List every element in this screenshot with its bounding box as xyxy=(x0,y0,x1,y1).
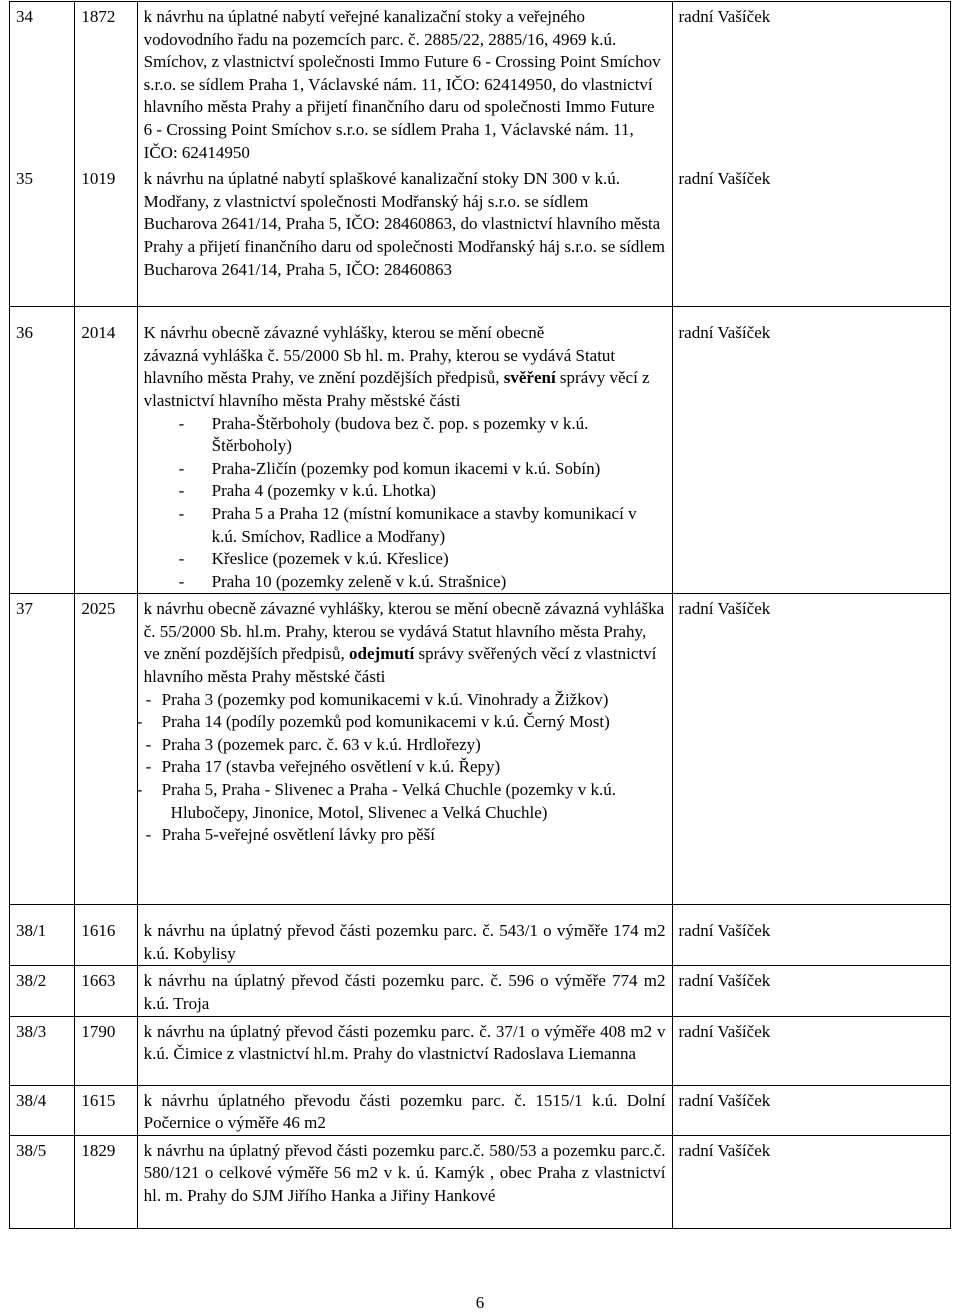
item-intro-line: K návrhu obecně závazné vyhlášky, kterou se mění obecně xyxy=(143,323,545,343)
item-text-paragraph: k návrhu na úplatné nabytí veřejné kanalizační stoky a veřejného vodovodního řadu na pozemcích parc. č. 2885/22, 2885/16, 4969 k.ú. Smíchov, z vlastnictví společnosti Immo Future 6 - Crossing Point Smíchov s.r.o. se sídlem Praha 1, Václavské nám. 11, IČO: 62414950, do vlastnictví hlavního města Prahy a přijetí finančního daru od společnosti Immo Future 6 - Crossing Point Smíchov s.r.o. se sídlem Praha 1, Václavské nám. 11, IČO: 62414950 xyxy=(143,7,661,162)
item-text xyxy=(137,2,672,165)
district-item: - Praha 17 (stavba veřejného osvětlení v k.ú. Řepy) xyxy=(144,756,666,779)
district-item: - Praha 5 a Praha 12 (místní komunikace a stavby komunikací v k.ú. Smíchov, Radlice a Modřany) xyxy=(144,503,666,548)
item-id: 1872 xyxy=(75,2,137,165)
item-number: 34 xyxy=(10,2,75,165)
item-responsible: radní Vašíček xyxy=(672,2,951,165)
item-intro-text: závazná vyhláška č. 55/2000 Sb hl. m. Prahy, kterou se vydává Statut hlavního města Prahy, ve znění pozdějších předpisů, xyxy=(143,345,616,388)
item-responsible: radní Vašíček xyxy=(672,307,951,594)
item-responsible: radní Vašíček xyxy=(672,966,951,1016)
item-responsible: radní Vašíček xyxy=(672,1085,951,1135)
item-text xyxy=(137,966,672,1016)
item-number: 37 xyxy=(10,594,75,905)
agenda-row xyxy=(10,307,951,594)
district-list xyxy=(144,689,666,847)
page-number: 6 xyxy=(475,1293,485,1312)
item-text-paragraph: k návrhu na úplatný převod části pozemku parc. č. 596 o výměře 774 m2 k.ú. Troja xyxy=(143,971,666,1014)
item-intro xyxy=(144,598,666,688)
item-id: 2025 xyxy=(75,594,137,905)
item-id: 1790 xyxy=(75,1016,137,1085)
district-item: - Praha 5-veřejné osvětlení lávky pro pěší xyxy=(144,824,666,847)
agenda-row xyxy=(10,2,951,165)
item-text xyxy=(137,594,672,905)
district-item: - Praha 4 (pozemky v k.ú. Lhotka) xyxy=(144,480,666,503)
item-text xyxy=(137,1085,672,1135)
item-intro-after: správy svěřených věcí z vlastnictví hlavního města Prahy městské části xyxy=(143,644,657,687)
item-intro-keyword: svěření xyxy=(503,368,556,388)
agenda-row xyxy=(10,905,951,966)
item-intro-keyword: odejmutí xyxy=(349,644,415,664)
district-item: - Praha 3 (pozemky pod komunikacemi v k.ú. Vinohrady a Žižkov) xyxy=(144,689,666,712)
item-text-paragraph: k návrhu na úplatný převod části pozemku parc. č. 37/1 o výměře 408 m2 v k.ú. Čimice z vlastnictví hl.m. Prahy do vlastnictví Radoslava Liemanna xyxy=(143,1021,666,1064)
item-number: 36 xyxy=(10,307,75,594)
item-number: 38/4 xyxy=(10,1085,75,1135)
district-list xyxy=(144,413,666,594)
item-text-paragraph: k návrhu na úplatné nabytí splaškové kanalizační stoky DN 300 v k.ú. Modřany, z vlastnictví společnosti Modřanský háj s.r.o. se sídlem Bucharova 2641/14, Praha 5, IČO: 28460863, do vlastnictví hlavního města Prahy a přijetí finančního daru od společnosti Modřanský háj s.r.o. se sídlem Bucharova 2641/14, Praha 5, IČO: 28460863 xyxy=(143,169,665,279)
agenda-row xyxy=(10,966,951,1016)
item-id: 2014 xyxy=(75,307,137,594)
agenda-table xyxy=(9,1,951,1229)
item-text-paragraph: k návrhu úplatného převodu části pozemku parc. č. 1515/1 k.ú. Dolní Počernice o výměře 46 m2 xyxy=(143,1090,666,1133)
item-id: 1663 xyxy=(75,966,137,1016)
item-intro-after: správy věcí z vlastnictví hlavního města Prahy městské části xyxy=(143,368,650,410)
item-responsible: radní Vašíček xyxy=(672,164,951,307)
item-text-paragraph: k návrhu na úplatný převod části pozemku parc.č. 580/53 a pozemku parc.č. 580/121 o celkové výměře 56 m2 v k. ú. Kamýk , obec Praha z vlastnictví hl. m. Prahy do SJM Jiřího Hanka a Jiřiny Hankové xyxy=(143,1140,666,1206)
item-number: 38/1 xyxy=(10,905,75,966)
agenda-row xyxy=(10,1016,951,1085)
item-intro xyxy=(144,345,666,413)
district-item: - Praha-Štěrboholy (budova bez č. pop. s pozemky v k.ú. Štěrboholy) xyxy=(144,413,666,458)
district-item: - Křeslice (pozemek v k.ú. Křeslice) xyxy=(144,548,666,571)
item-number: 38/5 xyxy=(10,1135,75,1228)
agenda-document xyxy=(9,1,951,1229)
item-number: 38/3 xyxy=(10,1016,75,1085)
item-text xyxy=(137,164,672,307)
item-responsible: radní Vašíček xyxy=(672,905,951,966)
item-text xyxy=(137,307,672,594)
agenda-row xyxy=(10,164,951,307)
district-item: - Praha-Zličín (pozemky pod komun ikacemi v k.ú. Sobín) xyxy=(144,458,666,481)
district-item: - Praha 10 (pozemky zeleně v k.ú. Strašnice) xyxy=(144,571,666,594)
item-intro-text: k návrhu obecně závazné vyhlášky, kterou se mění obecně závazná vyhláška č. 55/2000 Sb. hl.m. Prahy, kterou se vydává Statut hlavního města Prahy, ve znění pozdějších předpisů, xyxy=(143,599,665,664)
agenda-row xyxy=(10,1135,951,1228)
agenda-row xyxy=(10,594,951,905)
item-id: 1615 xyxy=(75,1085,137,1135)
item-responsible: radní Vašíček xyxy=(672,594,951,905)
item-id: 1829 xyxy=(75,1135,137,1228)
item-text-paragraph: k návrhu na úplatný převod části pozemku parc. č. 543/1 o výměře 174 m2 k.ú. Kobylisy xyxy=(143,921,666,963)
item-text xyxy=(137,1016,672,1085)
item-number: 35 xyxy=(10,164,75,307)
item-text xyxy=(137,905,672,966)
item-id: 1019 xyxy=(75,164,137,307)
district-item: - Praha 5, Praha - Slivenec a Praha - Velká Chuchle (pozemky v k.ú. Hlubočepy, Jinonice, Motol, Slivenec a Velká Chuchle) xyxy=(144,779,666,824)
item-id: 1616 xyxy=(75,905,137,966)
item-number: 38/2 xyxy=(10,966,75,1016)
item-text xyxy=(137,1135,672,1228)
item-responsible: radní Vašíček xyxy=(672,1016,951,1085)
item-responsible: radní Vašíček xyxy=(672,1135,951,1228)
agenda-row xyxy=(10,1085,951,1135)
district-item: - Praha 3 (pozemek parc. č. 63 v k.ú. Hrdlořezy) xyxy=(144,734,666,757)
district-item: - Praha 14 (podíly pozemků pod komunikacemi v k.ú. Černý Most) xyxy=(144,711,666,734)
